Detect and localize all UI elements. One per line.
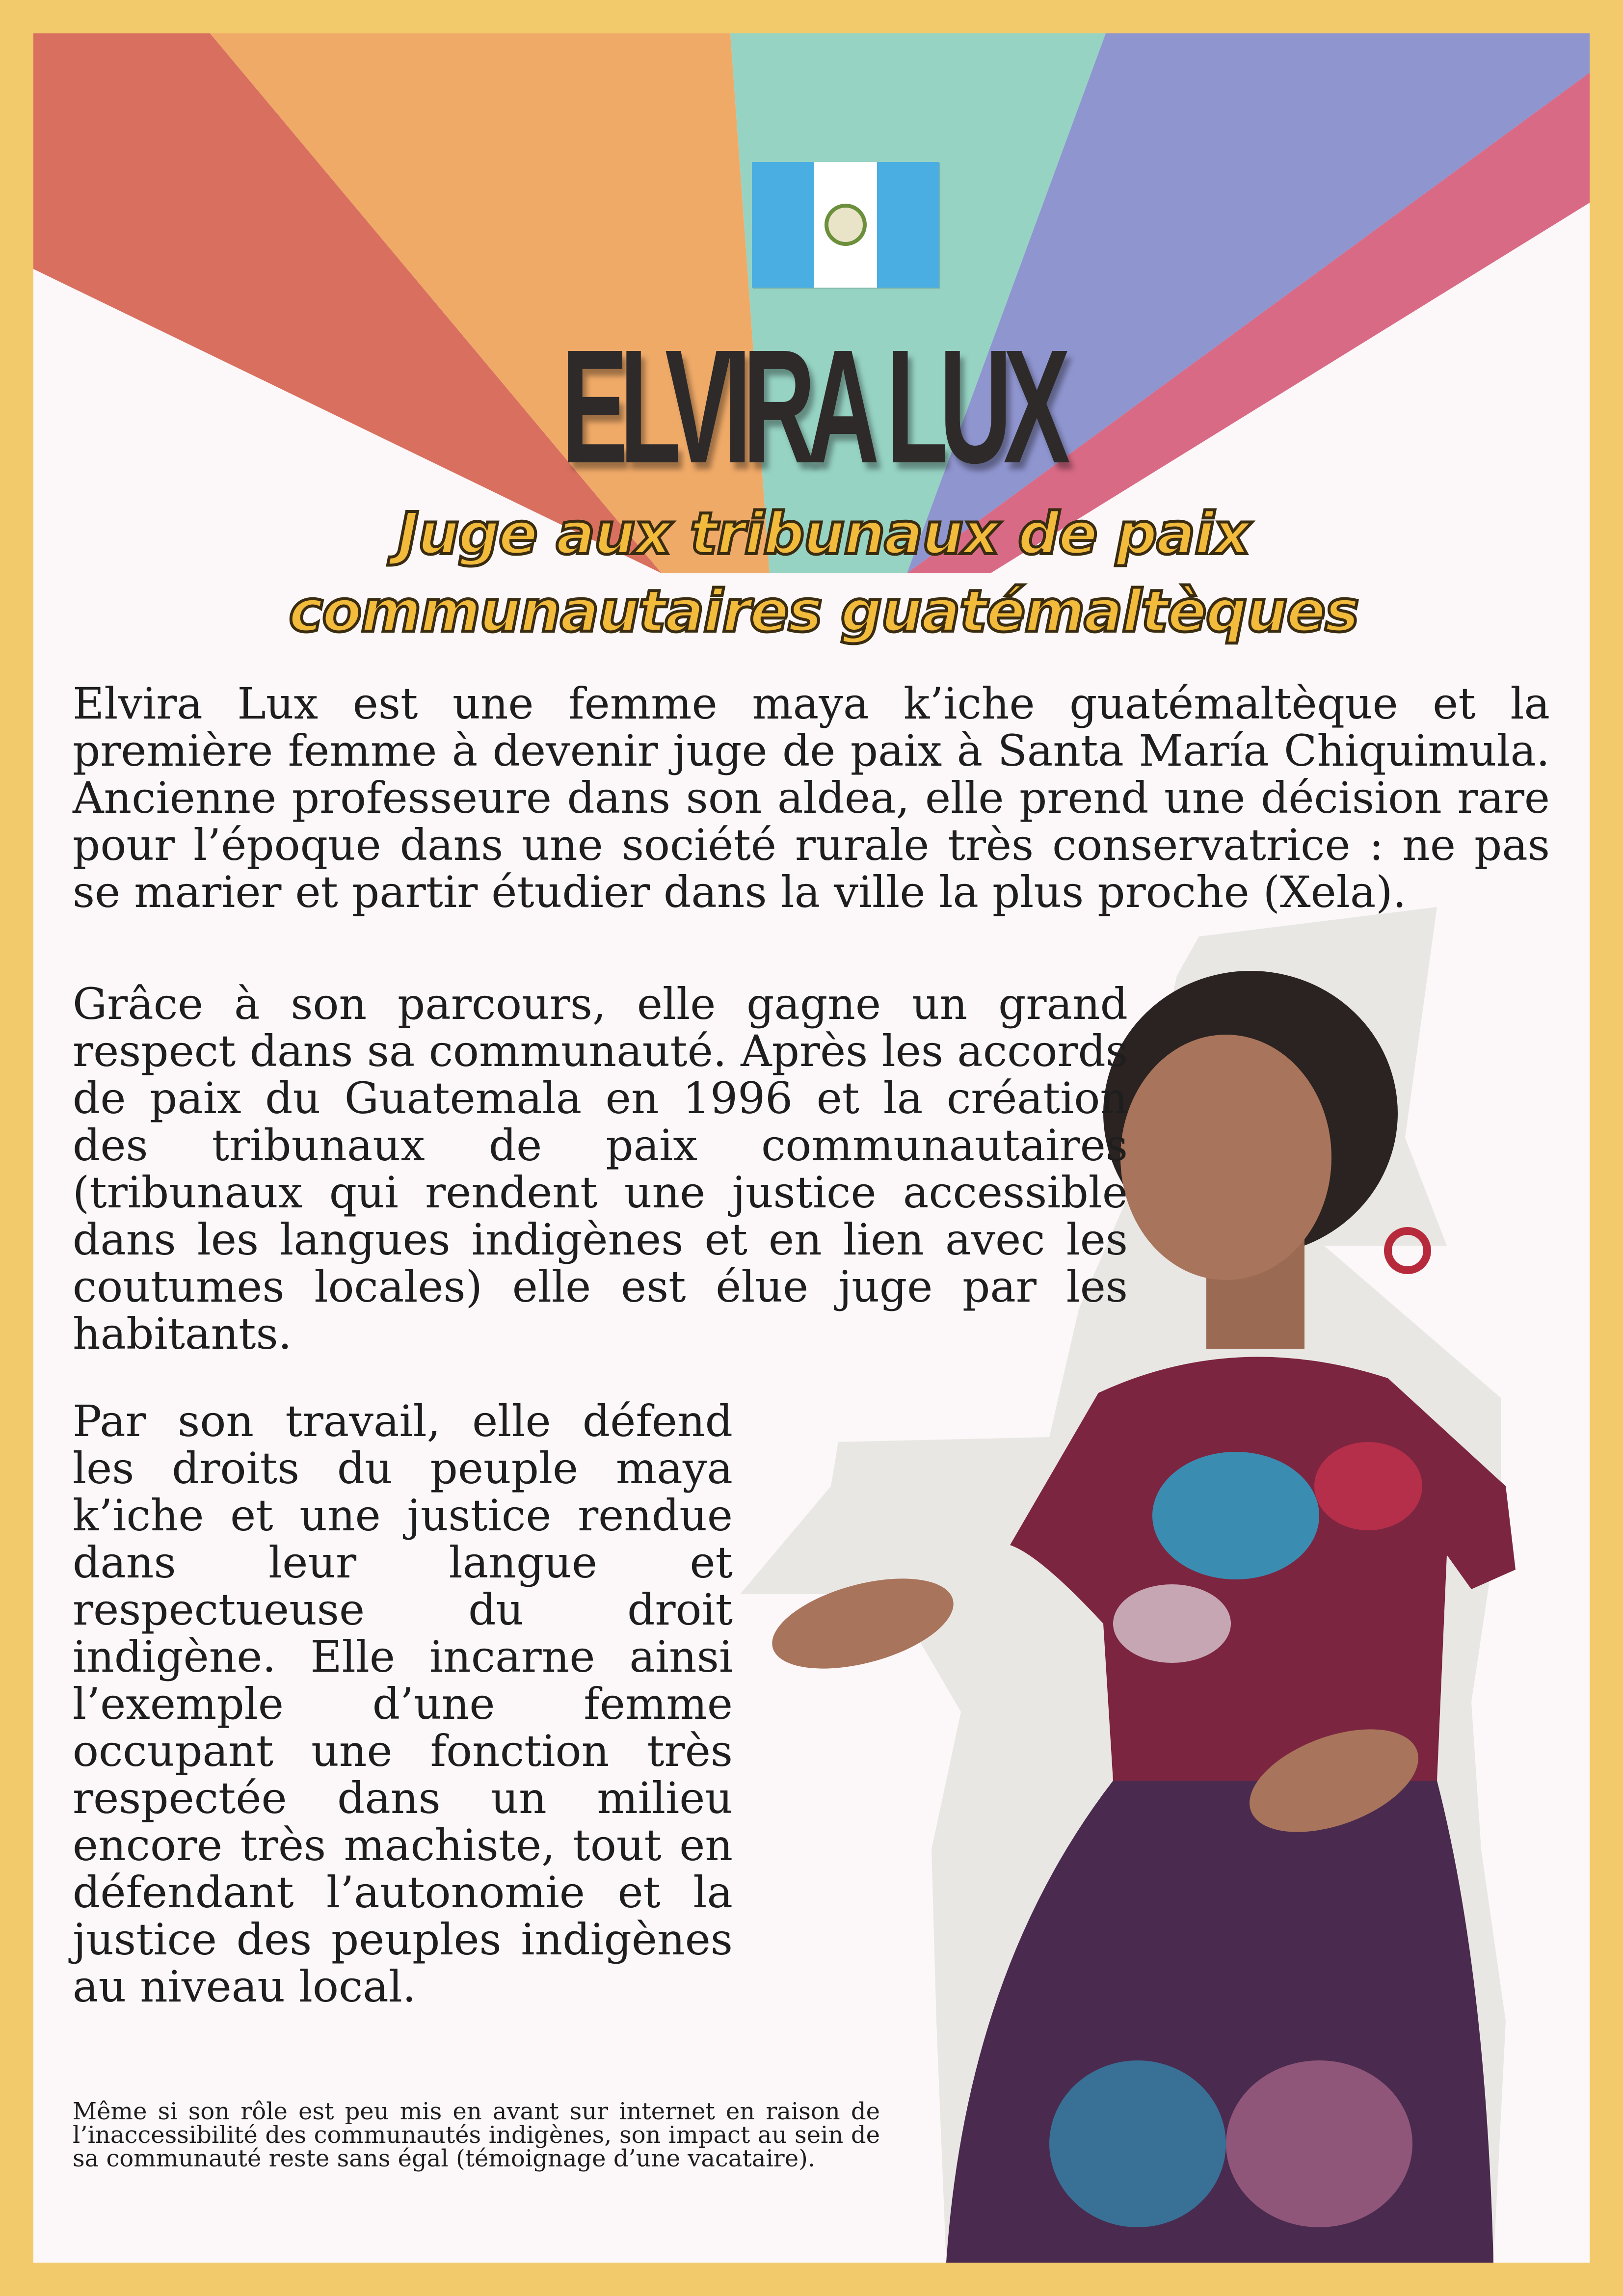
page-subtitle: Juge aux tribunaux de paix communautaires guatémaltèques: [289, 500, 1358, 645]
footnote: Même si son rôle est peu mis en avant sur internet en raison de l’inaccessibilité des communautés indigènes, son impact au sein de sa communauté reste sans égal (témoignage d’une vacataire).: [73, 2098, 880, 2172]
page-title: ELVIRA LUX: [561, 316, 1062, 497]
paragraph-intro: Elvira Lux est une femme maya k’iche guatémaltèque et la première femme à devenir juge de paix à Santa María Chiquimula. Ancienne professeure dans son aldea, elle prend une décision rare pour l’époque dans une société rurale très conservatrice : ne pas se marier et partir étudier dans la ville la plus proche (Xela).: [73, 678, 1550, 917]
skirt-pattern: [1049, 2060, 1226, 2227]
blouse-pattern-white: [1113, 1584, 1231, 1663]
paragraph-work: Par son travail, elle défend les droits du peuple maya k’iche et une justice rendue dans leur langue et respectueuse du droit indigène. Elle incarne ainsi l’exemple d’une femme occupant une fonction très respectée dans un milieu encore très machiste, tout en défendant l’autonomie et la justice des peuples indigènes au niveau local.: [73, 1396, 733, 2012]
blouse-pattern-red: [1314, 1442, 1422, 1530]
paragraph-career: Grâce à son parcours, elle gagne un grand respect dans sa communauté. Après les accords de paix du Guatemala en 1996 et la création des tribunaux de paix communautaires (tribunaux qui rendent une justice accessible dans les langues indigènes et en lien avec les coutumes locales) elle est élue juge par les habitants.: [73, 979, 1128, 1359]
skirt-pattern-pink: [1226, 2060, 1412, 2227]
person-face: [1120, 1035, 1331, 1280]
poster-content: [33, 33, 1590, 2263]
blouse-pattern-blue: [1152, 1452, 1319, 1579]
